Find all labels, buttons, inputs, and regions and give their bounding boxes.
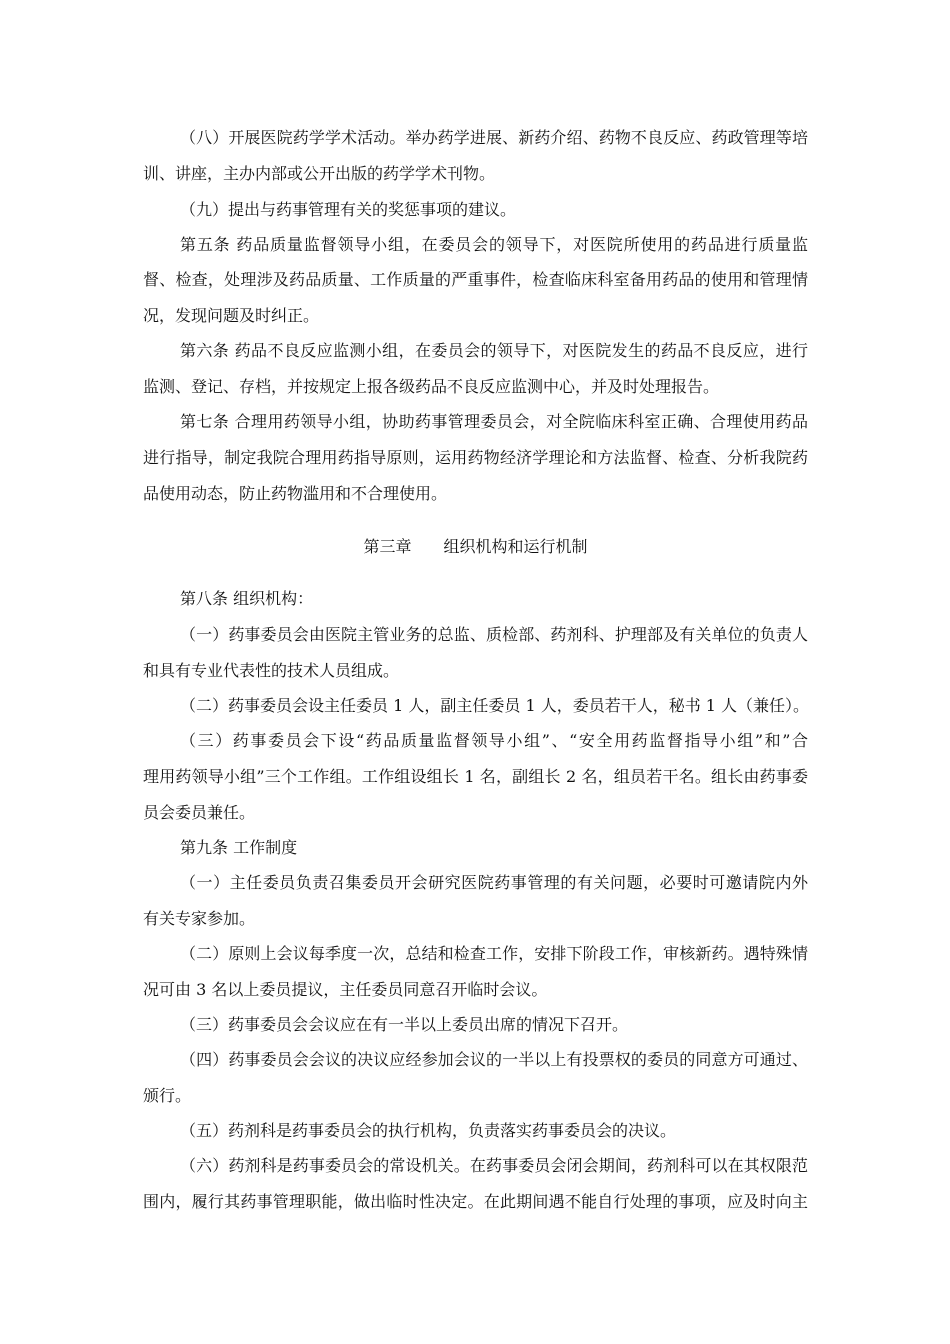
chapter-heading: 第三章 组织机构和运行机制 [363, 537, 588, 556]
article-heading: 第八条 组织机构： [180, 589, 314, 608]
paragraph-line: 品使用动态，防止药物滥用和不合理使用。 [143, 484, 448, 503]
paragraph-line: （三）药事委员会会议应在有一半以上委员出席的情况下召开。 [180, 1015, 629, 1034]
article-heading: 第九条 工作制度 [180, 838, 298, 857]
paragraph-line: 监测、登记、存档，并按规定上报各级药品不良反应监测中心，并及时处理报告。 [143, 377, 720, 396]
paragraph-line: （三）药事委员会下设“药品质量监督领导小组”、“安全用药监督指导小组”和”合 [180, 731, 808, 750]
paragraph-line: 有关专家参加。 [143, 909, 256, 928]
paragraph-line: 况可由 3 名以上委员提议，主任委员同意召开临时会议。 [143, 980, 548, 999]
paragraph-line: 员会委员兼任。 [143, 803, 256, 822]
paragraph-line: 训、讲座，主办内部或公开出版的药学学术刊物。 [143, 164, 496, 183]
paragraph-line: （四）药事委员会会议的决议应经参加会议的一半以上有投票权的委员的同意方可通过、 [180, 1050, 808, 1069]
paragraph-line: （二）原则上会议每季度一次，总结和检查工作，安排下阶段工作，审核新药。遇特殊情 [180, 944, 808, 963]
paragraph-line: （二）药事委员会设主任委员 1 人，副主任委员 1 人，委员若干人，秘书 1 人（兼任）。 [180, 696, 810, 715]
paragraph-line: （八）开展医院药学学术活动。举办药学进展、新药介绍、药物不良反应、药政管理等培 [180, 128, 808, 147]
paragraph-line: 围内，履行其药事管理职能，做出临时性决定。在此期间遇不能自行处理的事项，应及时向主 [143, 1192, 808, 1211]
paragraph-line: 况，发现问题及时纠正。 [143, 306, 320, 325]
paragraph-line: 颁行。 [143, 1086, 192, 1105]
paragraph-line: （五）药剂科是药事委员会的执行机构，负责落实药事委员会的决议。 [180, 1121, 677, 1140]
paragraph-line: 理用药领导小组”三个工作组。工作组设组长 1 名，副组长 2 名，组员若干名。组长由药事委 [143, 767, 808, 786]
paragraph-line: 第五条 药品质量监督领导小组，在委员会的领导下，对医院所使用的药品进行质量监 [180, 235, 808, 254]
paragraph-line: （一）主任委员负责召集委员开会研究医院药事管理的有关问题，必要时可邀请院内外 [180, 873, 808, 892]
paragraph-line: （六）药剂科是药事委员会的常设机关。在药事委员会闭会期间，药剂科可以在其权限范 [180, 1156, 808, 1175]
paragraph-line: 督、检查，处理涉及药品质量、工作质量的严重事件，检查临床科室备用药品的使用和管理情 [143, 270, 808, 289]
paragraph-line: （九）提出与药事管理有关的奖惩事项的建议。 [180, 200, 517, 219]
paragraph-line: 和具有专业代表性的技术人员组成。 [143, 661, 400, 680]
paragraph-line: 第六条 药品不良反应监测小组，在委员会的领导下，对医院发生的药品不良反应，进行 [180, 341, 808, 360]
paragraph-line: （一）药事委员会由医院主管业务的总监、质检部、药剂科、护理部及有关单位的负责人 [180, 625, 808, 644]
paragraph-line: 第七条 合理用药领导小组，协助药事管理委员会，对全院临床科室正确、合理使用药品 [180, 412, 808, 431]
paragraph-line: 进行指导，制定我院合理用药指导原则，运用药物经济学理论和方法监督、检查、分析我院药 [143, 448, 808, 467]
